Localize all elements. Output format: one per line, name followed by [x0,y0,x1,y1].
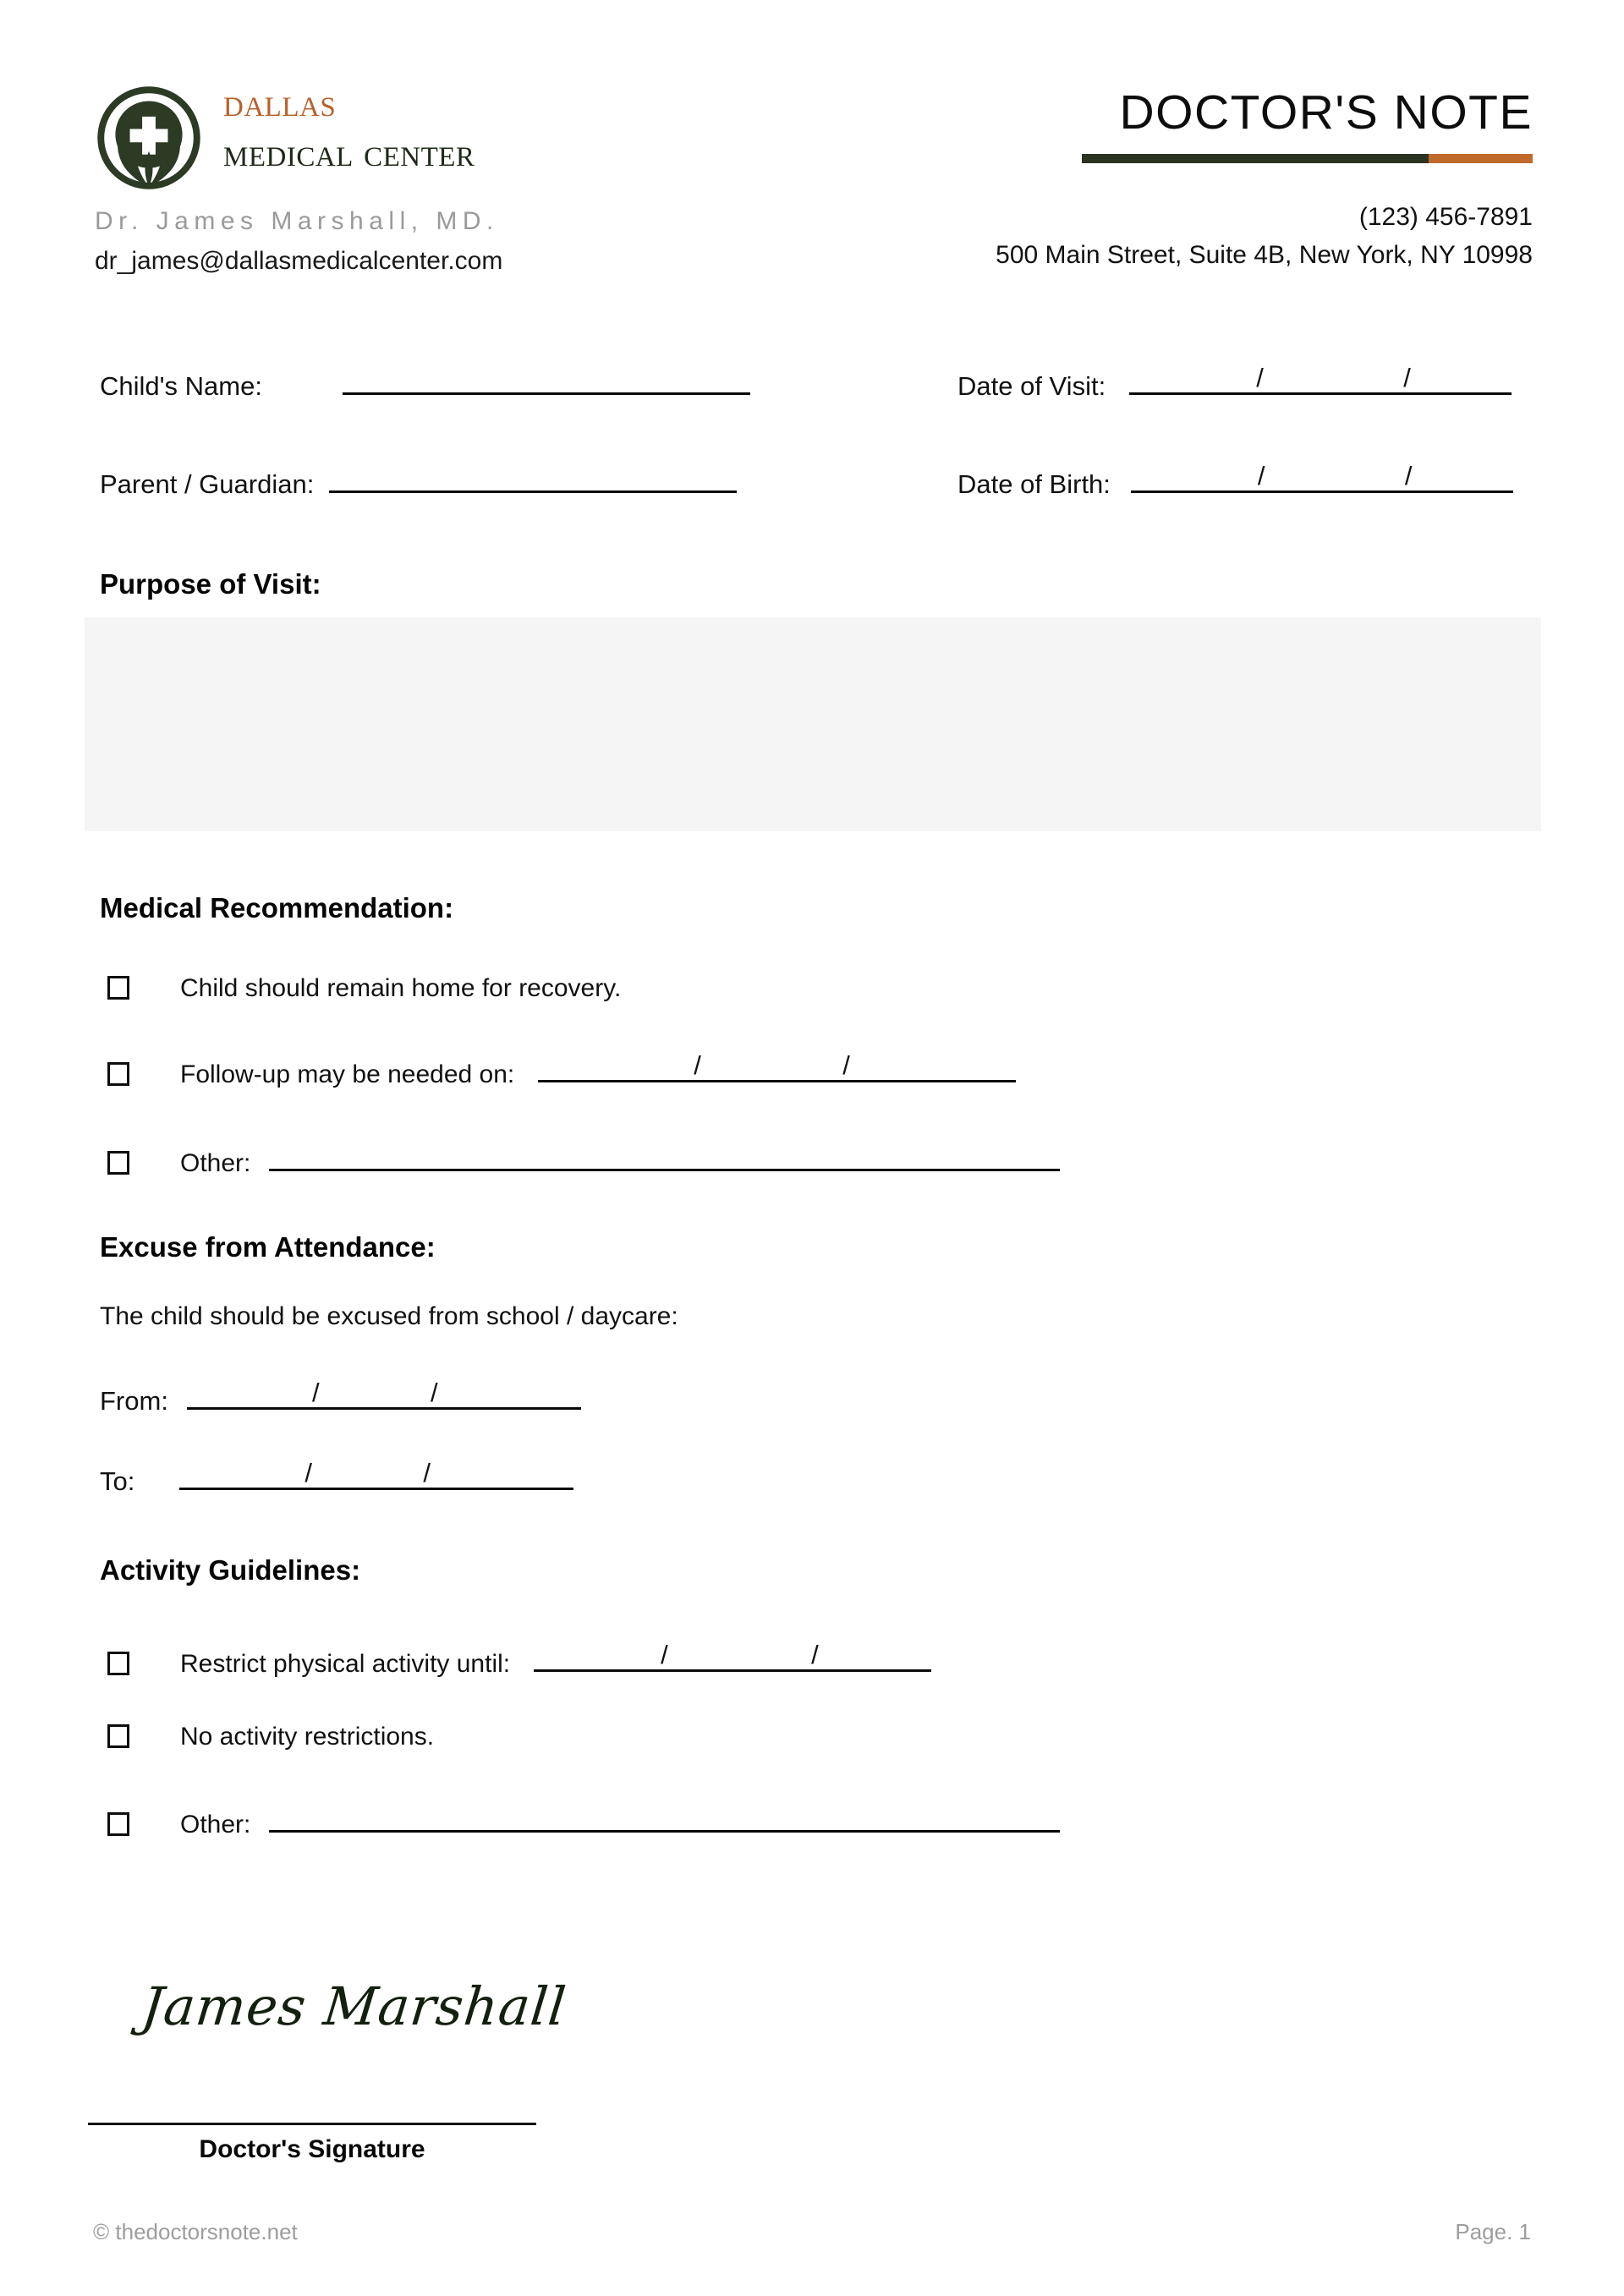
child-name-label: Child's Name: [100,371,262,401]
activity-option-1[interactable] [107,1721,434,1751]
signature-caption: Doctor's Signature [199,2135,425,2163]
date-separator-slash: / [304,1458,312,1488]
checkbox-restrict-activity[interactable] [107,1652,129,1675]
medical-recommendation-option-2[interactable] [107,1140,1060,1178]
medical-recommendation-option-1[interactable] [107,1051,1016,1089]
page-title: DOCTOR'S NOTE [1119,85,1533,140]
date-separator-slash: / [811,1640,819,1669]
medical-cross-in-hands-circle-logo-icon [93,82,205,194]
date-separator-slash: / [1403,363,1411,392]
date-separator-slash: / [661,1640,668,1669]
clinic-branding [93,80,475,194]
clinic-phone: (123) 456-7891 [1358,203,1533,231]
clinic-name-line-2: medical center [223,131,475,175]
activity-option-2-label: Other: [180,1811,251,1838]
date-of-visit-field-row [957,364,1512,402]
excuse-from-attendance-heading: Excuse from Attendance: [100,1231,436,1263]
excuse-to-row [100,1459,573,1497]
date-of-birth-field-row [957,462,1513,500]
excuse-from-date-input[interactable] [187,1378,581,1410]
document-header [0,0,1624,304]
excuse-description: The child should be excused from school / daycare: [100,1302,678,1330]
date-separator-slash: / [1256,363,1264,392]
purpose-of-visit-heading: Purpose of Visit: [100,568,321,600]
medical-recommendation-option-0[interactable] [107,973,621,1003]
title-rule-accent-segment [1429,154,1533,163]
medical-recommendation-option-2-label: Other: [180,1149,251,1177]
date-of-birth-input[interactable] [1131,462,1513,493]
date-separator-slash: / [1404,461,1413,490]
title-rule-primary-segment [1082,154,1429,163]
checkbox-activity-other[interactable] [107,1812,129,1836]
doctor-signature-image: James Marshall [139,1975,570,2037]
activity-guidelines-heading: Activity Guidelines: [100,1554,361,1586]
clinic-address: 500 Main Street, Suite 4B, New York, NY 10998 [996,241,1533,269]
parent-guardian-field-row [100,462,737,500]
checkbox-follow-up[interactable] [107,1062,129,1086]
doctor-name: Dr. James Marshall, MD. [95,207,499,235]
activity-option-2[interactable] [107,1801,1060,1839]
checkbox-no-restrictions[interactable] [107,1724,129,1748]
activity-option-0[interactable] [107,1641,931,1679]
activity-option-0-label: Restrict physical activity until: [180,1650,511,1678]
signature-line[interactable] [88,2123,536,2125]
title-underline-rule [1082,154,1533,163]
date-of-birth-label: Date of Birth: [957,469,1111,499]
medical-recommendation-option-1-label: Follow-up may be needed on: [180,1060,515,1088]
excuse-from-label: From: [100,1386,168,1416]
parent-guardian-label: Parent / Guardian: [100,469,315,499]
activity-option-1-label: No activity restrictions. [180,1723,435,1751]
clinic-name-block [223,81,475,175]
footer-copyright: © thedoctorsnote.net [93,2219,298,2244]
doctor-email: dr_james@dallasmedicalcenter.com [95,247,503,275]
date-separator-slash: / [311,1378,320,1407]
date-separator-slash: / [694,1050,701,1080]
date-of-visit-input[interactable] [1129,364,1512,395]
excuse-to-date-input[interactable] [179,1459,573,1490]
checkbox-remain-home[interactable] [107,976,129,1000]
checkbox-medical-other[interactable] [107,1151,129,1175]
medical-recommendation-option-0-label: Child should remain home for recovery. [180,974,622,1002]
date-separator-slash: / [423,1458,431,1488]
footer-page-number: Page. 1 [1455,2219,1531,2244]
follow-up-date-input[interactable] [538,1051,1016,1082]
child-name-input[interactable] [343,364,750,395]
date-separator-slash: / [1257,461,1265,490]
date-separator-slash: / [430,1378,438,1407]
medical-other-input[interactable] [269,1140,1060,1171]
child-name-field-row [100,364,750,402]
date-separator-slash: / [842,1050,850,1080]
parent-guardian-input[interactable] [329,462,737,493]
purpose-of-visit-textarea[interactable] [85,617,1541,831]
activity-other-input[interactable] [269,1801,1060,1833]
restrict-activity-date-input[interactable] [534,1641,931,1672]
excuse-from-row [100,1378,581,1417]
clinic-name-line-1: dallas [223,81,337,125]
medical-recommendation-heading: Medical Recommendation: [100,892,454,923]
date-of-visit-label: Date of Visit: [957,371,1106,401]
excuse-to-label: To: [100,1466,135,1496]
